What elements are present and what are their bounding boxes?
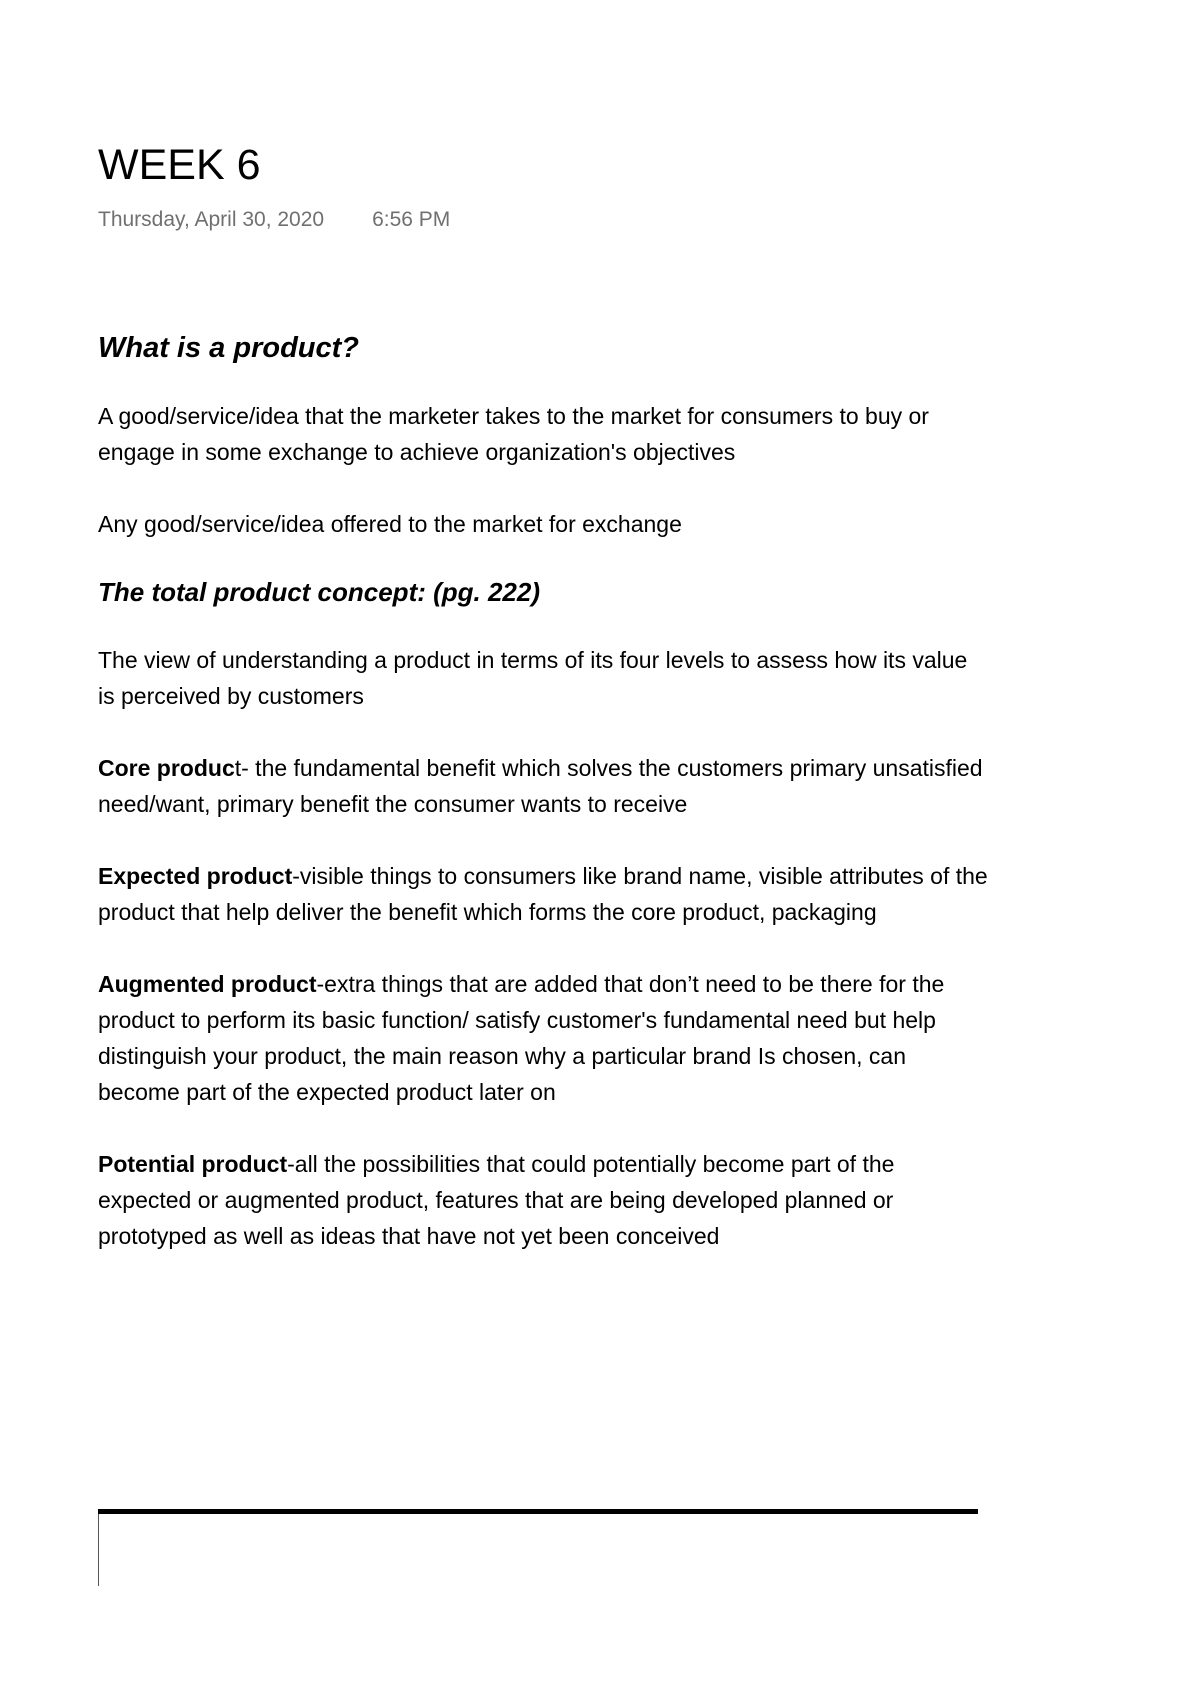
note-time: 6:56 PM	[372, 208, 451, 231]
note-body	[98, 328, 988, 1290]
definition-paragraph-2: Any good/service/idea offered to the market for exchange	[98, 511, 682, 537]
definition-paragraph-1: A good/service/idea that the marketer takes to the market for consumers to buy or engage in some exchange to achieve organization's objectives	[98, 403, 929, 465]
page-title: WEEK 6	[98, 141, 261, 189]
note-date: Thursday, April 30, 2020	[98, 208, 325, 231]
augmented-product-term: Augmented product	[98, 971, 317, 997]
potential-product-paragraph	[98, 1146, 988, 1254]
potential-product-text: -all the possibilities that could potentially become part of the expected or augmented product, features that are being developed planned or prototyped as well as ideas that have not yet been conceived	[98, 1151, 895, 1249]
expected-product-term: Expected product	[98, 863, 293, 889]
heading-what-is-product: What is a product?	[98, 332, 359, 364]
core-product-text: t- the fundamental benefit which solves the customers primary unsatisfied need/want, primary benefit the consumer wants to receive	[98, 755, 983, 817]
expected-product-paragraph	[98, 858, 988, 930]
core-product-paragraph	[98, 750, 988, 822]
heading-total-product-concept: The total product concept: (pg. 222)	[98, 577, 541, 607]
vertical-margin-line	[98, 1514, 99, 1586]
augmented-product-paragraph	[98, 966, 988, 1110]
horizontal-divider	[98, 1509, 978, 1514]
note-timestamp	[98, 206, 450, 234]
expected-product-text: -visible things to consumers like brand name, visible attributes of the product that help deliver the benefit which forms the core product, packaging	[98, 863, 988, 925]
augmented-product-text: -extra things that are added that don’t need to be there for the product to perform its basic function/ satisfy customer's fundamental need but help distinguish your product, the main reason why a particular brand Is chosen, can become part of the expected product later on	[98, 971, 945, 1105]
core-product-term: Core produc	[98, 755, 235, 781]
potential-product-term: Potential product	[98, 1151, 288, 1177]
total-product-description: The view of understanding a product in terms of its four levels to assess how its value is perceived by customers	[98, 647, 968, 709]
